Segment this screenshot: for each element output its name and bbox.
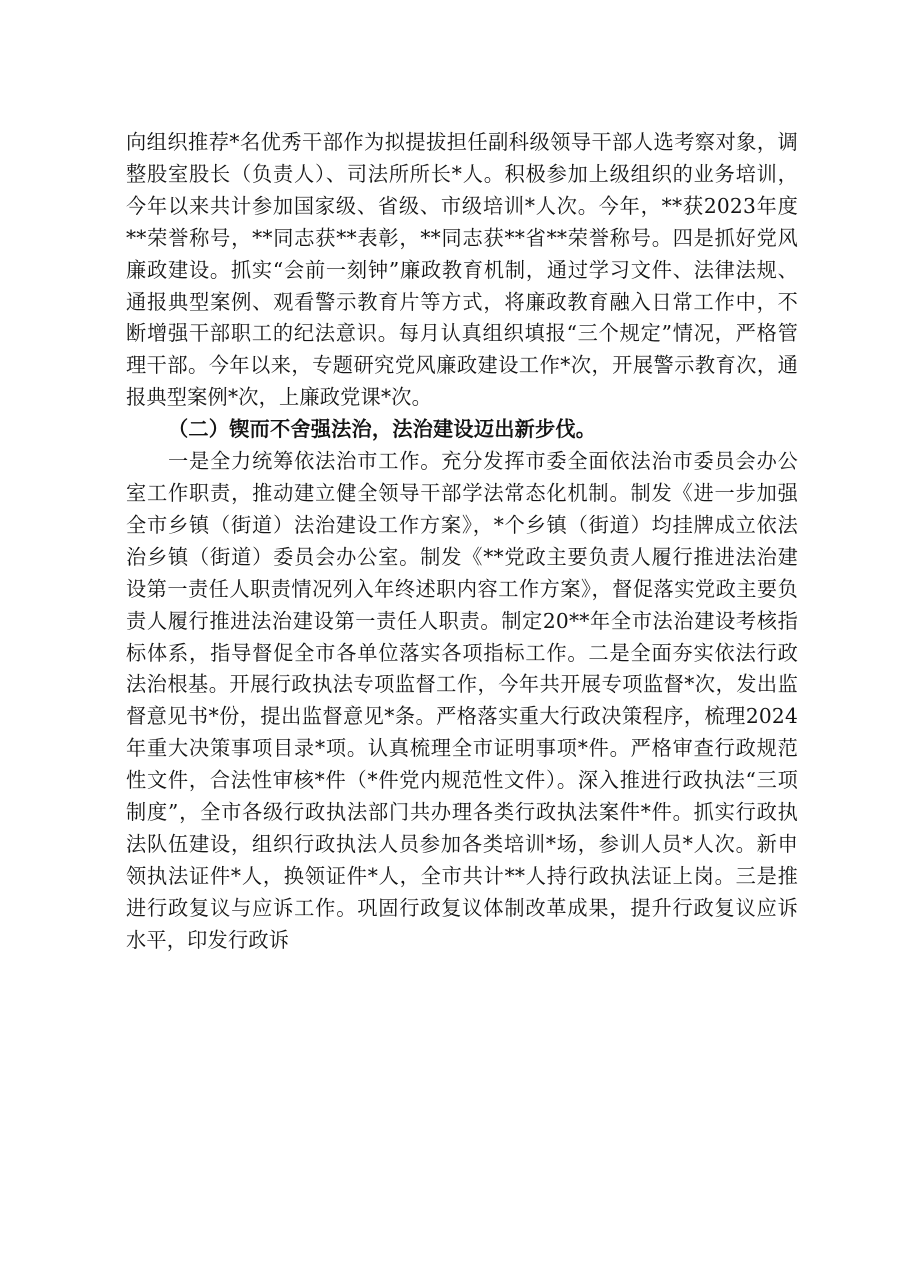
- document-body: [126, 127, 798, 957]
- body-paragraph: 一是全力统筹依法治市工作。充分发挥市委全面依法治市委员会办公室工作职责，推动建立健全领导干部学法常态化机制。制发《进一步加强全市乡镇（街道）法治建设工作方案》，*个乡镇（街道）均挂牌成立依法治乡镇（街道）委员会办公室。制发《**党政主要负责人履行推进法治建设第一责任人职责情况列入年终述职内容工作方案》，督促落实党政主要负责人履行推进法治建设第一责任人职责。制定20**年全市法治建设考核指标体系，指导督促全市各单位落实各项指标工作。二是全面夯实依法行政法治根基。开展行政执法专项监督工作，今年共开展专项监督*次，发出监督意见书*份，提出监督意见*条。严格落实重大行政决策程序，梳理2024年重大决策事项目录*项。认真梳理全市证明事项*件。严格审查行政规范性文件，合法性审核*件（*件党内规范性文件）。深入推进行政执法“三项制度”，全市各级行政执法部门共办理各类行政执法案件*件。抓实行政执法队伍建设，组织行政执法人员参加各类培训*场，参训人员*人次。新申领执法证件*人，换领证件*人，全市共计**人持行政执法证上岗。三是推进行政复议与应诉工作。巩固行政复议体制改革成果，提升行政复议应诉水平，印发行政诉: [126, 449, 798, 952]
- continuation-paragraph: 向组织推荐*名优秀干部作为拟提拔担任副科级领导干部人选考察对象，调整股室股长（负责人）、司法所所长*人。积极参加上级组织的业务培训，今年以来共计参加国家级、省级、市级培训*人次。今年，**获2023年度**荣誉称号，**同志获**表彰，**同志获**省**荣誉称号。四是抓好党风廉政建设。抓实“会前一刻钟”廉政教育机制，通过学习文件、法律法规、通报典型案例、观看警示教育片等方式，将廉政教育融入日常工作中，不断增强干部职工的纪法意识。每月认真组织填报“三个规定”情况，严格管理干部。今年以来，专题研究党风廉政建设工作*次，开展警示教育次，通报典型案例*次，上廉政党课*次。: [126, 130, 798, 410]
- section-heading: （二）锲而不舍强法治，法治建设迈出新步伐。: [168, 417, 597, 442]
